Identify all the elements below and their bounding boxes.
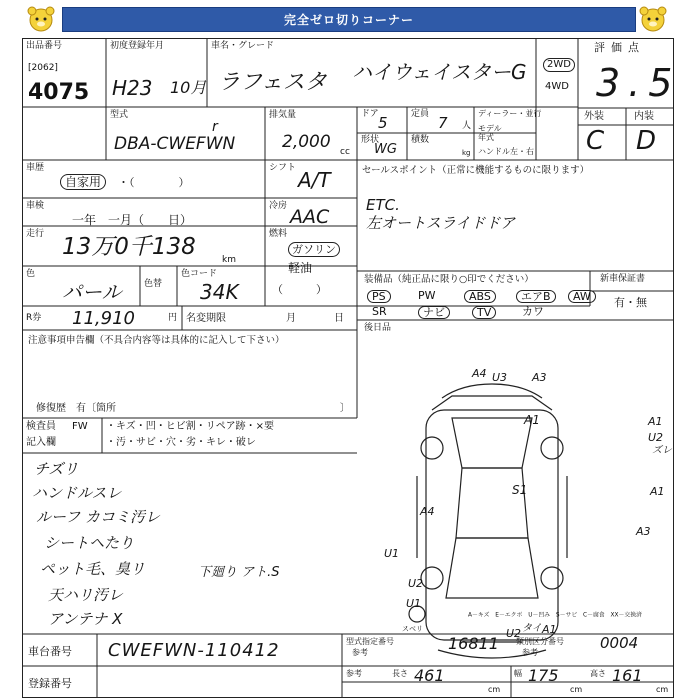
color-code-label: 色コード: [181, 269, 218, 279]
history-value: 自家用: [60, 174, 106, 190]
notes-label: 注意事項申告欄（不具合内容等は具体的に記入して下さい）: [28, 335, 285, 346]
remark-3: ルーフ カコミ汚レ: [36, 508, 161, 526]
aftermarket-label: 後日品: [364, 323, 392, 333]
width-unit: cm: [570, 685, 583, 694]
car-damage-diagram-icon: [22, 38, 674, 698]
equip-airbag: エアB: [516, 290, 556, 303]
dimension-ref: 参考: [346, 669, 362, 678]
page-title: 完全ゼロ切りコーナー: [283, 13, 414, 27]
chassis-value: CWEFWN-110412: [108, 640, 280, 661]
shape-label: 形状: [361, 135, 380, 145]
length-value: 461: [414, 666, 445, 685]
sales-label: セールスポイント（正常に機能するものに限ります）: [362, 165, 590, 176]
repair-history-close: 〕: [340, 403, 350, 414]
lot-code: [2062]: [28, 63, 58, 73]
history-label: 車歴: [26, 163, 45, 173]
loading-label: 積数: [411, 135, 430, 145]
damage-u3: U3: [492, 371, 508, 384]
type-designation-value: 16811: [448, 634, 499, 653]
header-bar: [62, 7, 636, 32]
color-label: 色: [26, 269, 36, 279]
damage-u2-bumper: U2: [506, 627, 522, 640]
car-name: ラフェスタ: [218, 70, 327, 95]
name-transfer-month: 月: [286, 313, 296, 324]
registration-month: 10月: [170, 78, 207, 97]
damage-a1-fender: A1: [648, 415, 663, 428]
header: [22, 4, 674, 33]
model-year-label2: 年式: [478, 133, 494, 142]
length-unit: cm: [488, 685, 501, 694]
shift-value: A/T: [298, 168, 331, 192]
sales-line2: 左オートスライドドア: [366, 214, 515, 232]
width-label: 幅: [514, 669, 522, 678]
inspection-value: 一年 一月（ 日）: [72, 213, 193, 227]
class-ref: 参考: [522, 648, 538, 657]
loading-unit: kg: [462, 149, 471, 157]
check-label-1: 検査員: [26, 421, 56, 432]
interior-label: 内装: [634, 111, 654, 122]
fuel-gasoline: ガソリン: [288, 242, 340, 257]
damage-u2-fender: U2: [648, 431, 664, 444]
remark-1: チズリ: [34, 460, 79, 478]
model-label: 型式: [110, 110, 129, 120]
doors-value: 5: [378, 114, 388, 132]
equip-navi: ナビ: [418, 306, 450, 319]
remark-2: ハンドルスレ: [32, 484, 122, 502]
equip-leather: カワ: [522, 305, 544, 318]
displacement-unit: cc: [340, 147, 350, 157]
class-label: 類別区分番号: [516, 637, 564, 646]
capacity-unit: 人: [462, 121, 472, 131]
damage-s1-roof: S1: [512, 483, 528, 497]
damage-spare: スベリ: [402, 625, 423, 633]
damage-u1-rear: U1: [406, 597, 422, 610]
fuel-paren: （ ）: [272, 283, 327, 296]
steering-label: ハンドル: [478, 147, 510, 156]
lot-number: 4075: [28, 80, 90, 105]
equip-aw: AW: [568, 290, 596, 303]
recycle-fee-label: R券: [26, 313, 42, 323]
warranty-option: 有・無: [614, 296, 647, 309]
chassis-label: 車台番号: [28, 645, 72, 658]
exterior-value: C: [586, 126, 605, 156]
registration-era: H23: [112, 76, 153, 100]
interior-value: D: [636, 126, 657, 156]
steering-options: 左・右: [510, 147, 534, 156]
displacement-label: 排気量: [269, 110, 297, 120]
recycle-fee-unit: 円: [168, 313, 178, 323]
class-value: 0004: [600, 634, 639, 652]
equip-sr: SR: [372, 305, 387, 318]
cooling-label: 冷房: [269, 201, 288, 211]
drive-2wd: 2WD: [543, 58, 575, 72]
sales-line1: ETC.: [366, 196, 400, 214]
check-label-2: 記入欄: [26, 437, 56, 448]
mileage-value: 13万0千138: [62, 234, 196, 260]
grade-value: 3.5: [596, 61, 681, 105]
remark-underbody: 下廻り アト.S: [198, 565, 280, 580]
remark-7: アンテナ X: [48, 610, 123, 628]
shape-value: WG: [374, 142, 397, 157]
model-note: r: [212, 119, 218, 135]
height-unit: cm: [656, 685, 669, 694]
remark-6: 天ハリ汚レ: [48, 586, 124, 604]
damage-a1-rear: A1: [542, 623, 557, 636]
check-row2: ・汚・サビ・穴・劣・キレ・破レ: [106, 437, 256, 448]
remark-4: シートヘたり: [44, 534, 135, 552]
registration-label: 初度登録年月: [110, 41, 165, 51]
height-label: 高さ: [590, 669, 606, 678]
damage-u1-side: U1: [384, 547, 400, 560]
fuel-label: 燃料: [269, 229, 288, 239]
exterior-label: 外装: [584, 111, 604, 122]
damage-u2-rear: U2: [408, 577, 424, 590]
recycle-fee-value: 11,910: [72, 308, 135, 329]
check-row1: ・キズ・凹・ヒビ割・リペア跡・×要: [106, 421, 274, 432]
damage-legend: A－キズ E－エクボ U－凹み S－サビ C－腐食 XX－交換済: [468, 611, 642, 619]
mascot-bear-icon: [24, 4, 58, 34]
damage-a4-top: A4: [472, 367, 487, 380]
color-code-value: 34K: [200, 280, 239, 304]
remark-5: ペット毛、臭リ: [40, 560, 146, 578]
damage-zure: ズレ: [652, 445, 672, 456]
type-designation-label: 型式指定番号: [346, 637, 394, 646]
damage-a4-side: A4: [420, 505, 435, 518]
displacement-value: 2,000: [282, 132, 331, 152]
damage-a1-door: A1: [650, 485, 665, 498]
equipment-label: 装備品（純正品に限り○印でください）: [364, 274, 534, 285]
name-transfer-day: 日: [334, 313, 344, 324]
damage-a1-hood: A1: [524, 413, 540, 427]
check-fw: FW: [72, 421, 88, 432]
equip-tv: TV: [472, 306, 496, 319]
color-value: パール: [62, 280, 122, 304]
name-transfer-label: 名変期限: [186, 313, 226, 324]
repair-history-label: 修復歴 有〔箇所: [36, 403, 116, 414]
car-label: 車名・グレード: [211, 41, 275, 51]
equip-ps: PS: [367, 290, 391, 303]
damage-a3-side: A3: [636, 525, 651, 538]
car-grade: ハイウェイスターG: [352, 60, 527, 84]
drive-4wd: 4WD: [545, 81, 569, 92]
height-value: 161: [612, 666, 643, 685]
width-value: 175: [528, 666, 559, 685]
mascot-bear-icon: [636, 4, 670, 34]
regnum-label: 登録番号: [28, 677, 72, 690]
inspection-label: 車検: [26, 201, 45, 211]
auction-sheet: [22, 38, 681, 698]
capacity-value: 7: [438, 114, 448, 132]
damage-tire: タイ: [522, 623, 542, 634]
type-designation-ref: 参考: [352, 648, 368, 657]
color-change-label: 色替: [144, 279, 163, 289]
doors-label: ドア: [361, 109, 379, 119]
model-value: DBA-CWEFWN: [114, 134, 236, 154]
equip-pw: PW: [418, 289, 436, 302]
capacity-label: 定員: [411, 109, 430, 119]
length-label: 長さ: [392, 669, 408, 678]
mileage-unit: km: [222, 255, 236, 265]
dealer-label: ディーラー・並行: [478, 109, 542, 118]
warranty-label: 新車保証書: [600, 274, 646, 284]
history-rest: ・（ ）: [118, 176, 190, 189]
grade-label: 評価点: [594, 41, 645, 54]
shift-label: シフト: [269, 163, 297, 173]
model-year-label1: モデル: [478, 124, 502, 133]
lot-label: 出品番号: [26, 41, 63, 51]
cooling-value: AAC: [290, 206, 330, 228]
damage-a3-top: A3: [532, 371, 547, 384]
mileage-label: 走行: [26, 229, 45, 239]
equip-abs: ABS: [464, 290, 496, 303]
fuel-diesel: 軽油: [288, 261, 313, 275]
